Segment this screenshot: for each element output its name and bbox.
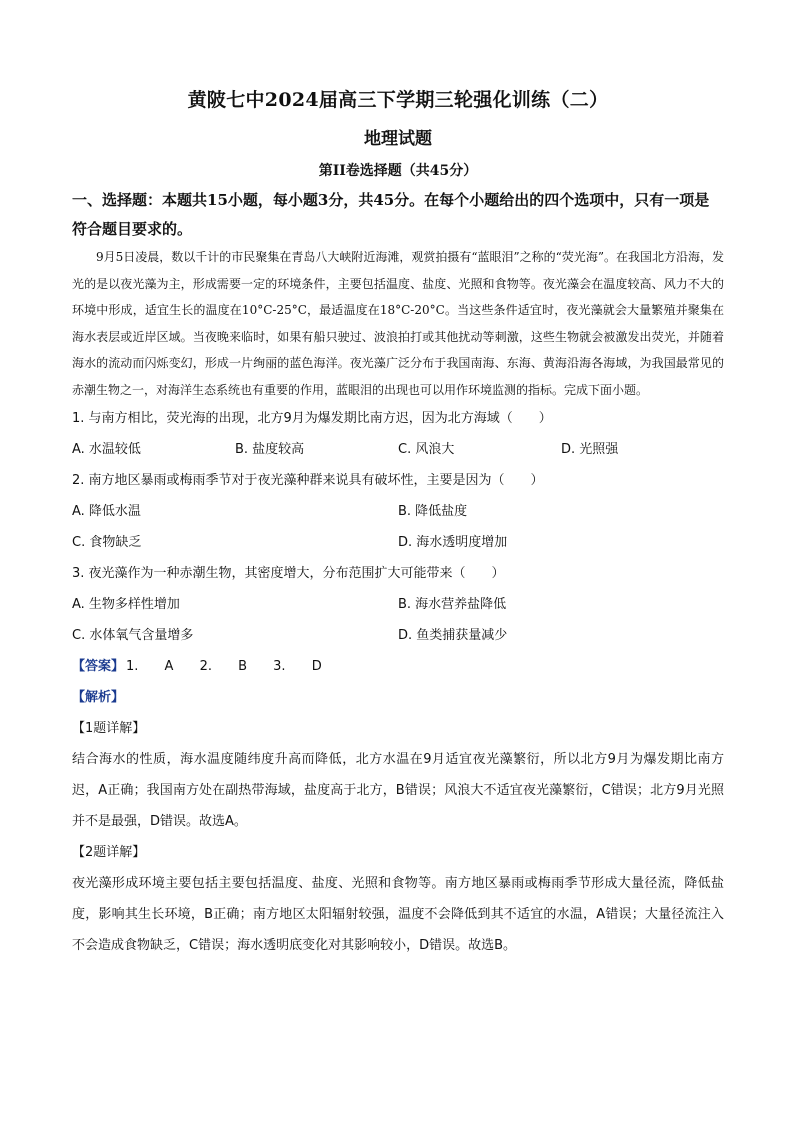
- reading-passage: 9月5日凌晨，数以千计的市民聚集在青岛八大峡附近海滩，观赏拍摄有“蓝眼泪”之称的“荧光海”。在我国北方沿海，发光的是以夜光藻为主，形成需要一定的环境条件，主要包括温度、盐度、光照和食物等。夜光藻会在温度较高、风力不大的环境中形成，适宜生长的温度在10°C-25°C，最适温度在18°C-20°C。当这些条件适宜时，夜光藻就会大量繁殖并聚集在海水表层或近岸区域。当夜晚来临时，如果有船只驶过、波浪拍打或其他扰动等刺激，这些生物就会被激发出荧光，并随着海水的流动而闪烁变幻，形成一片绚丽的蓝色海洋。夜光藻广泛分布于我国南海、东海、黄海沿海各海域，为我国最常见的赤潮生物之一，对海洋生态系统也有重要的作用，蓝眼泪的出现也可以用作环境监测的指标。完成下面小题。: [72, 250, 724, 397]
- option-a: A. 降低水温: [72, 504, 141, 519]
- question-stem: 1. 与南方相比，荧光海的出现，北方9月为爆发期比南方迟，因为北方海域（ ）: [72, 411, 552, 426]
- detail-text: 夜光藻形成环境主要包括主要包括温度、盐度、光照和食物等。南方地区暴雨或梅雨季节形成大量径流，降低盐度，影响其生长环境，B正确；南方地区太阳辐射较强，温度不会降低到其不适宜的水温，A错误；大量径流注入不会造成食物缺乏，C错误；海水透明底变化对其影响较小，D错误。故选B。: [72, 876, 724, 953]
- option-d: D. 光照强: [561, 442, 619, 457]
- option-list: [72, 527, 724, 558]
- answer-line: [72, 651, 724, 682]
- question-3: [72, 558, 724, 651]
- detail-1: [72, 713, 724, 837]
- question-1: [72, 403, 724, 465]
- document-page: [72, 88, 724, 961]
- answer-values: 1. A 2. B 3. D: [126, 659, 322, 674]
- option-c: C. 食物缺乏: [72, 535, 142, 550]
- option-a: A. 水温较低: [72, 442, 141, 457]
- option-list: [72, 589, 724, 620]
- analysis-tag: 【解析】: [72, 690, 125, 705]
- option-a: A. 生物多样性增加: [72, 597, 180, 612]
- question-2: [72, 465, 724, 558]
- option-b: B. 海水营养盐降低: [398, 597, 507, 612]
- detail-2: [72, 837, 724, 961]
- section-heading: 第II卷选择题（共45分）: [318, 163, 478, 179]
- option-b: B. 盐度较高: [235, 442, 305, 457]
- instructions: 一、选择题：本题共15小题，每小题3分，共45分。在每个小题给出的四个选项中，只有一项是符合题目要求的。: [72, 191, 710, 238]
- detail-heading: 【1题详解】: [72, 721, 146, 736]
- option-list: [72, 496, 724, 527]
- question-stem: 2. 南方地区暴雨或梅雨季节对于夜光藻种群来说具有破坏性，主要是因为（ ）: [72, 473, 544, 488]
- option-list: [72, 434, 724, 465]
- option-d: D. 海水透明度增加: [398, 535, 508, 550]
- option-c: C. 水体氧气含量增多: [72, 628, 194, 643]
- exam-subject: 地理试题: [364, 129, 432, 149]
- option-c: C. 风浪大: [398, 442, 455, 457]
- option-list: [72, 620, 724, 651]
- option-b: B. 降低盐度: [398, 504, 468, 519]
- detail-text: 结合海水的性质，海水温度随纬度升高而降低，北方水温在9月适宜夜光藻繁衍，所以北方9月为爆发期比南方迟，A正确；我国南方处在副热带海域，盐度高于北方，B错误；风浪大不适宜夜光藻繁衍，C错误；北方9月光照并不是最强，D错误。故选A。: [72, 752, 724, 829]
- exam-title: 黄陂七中2024届高三下学期三轮强化训练（二）: [187, 89, 609, 111]
- answer-tag: 【答案】: [72, 659, 125, 674]
- detail-heading: 【2题详解】: [72, 845, 146, 860]
- option-d: D. 鱼类捕获量减少: [398, 628, 508, 643]
- question-stem: 3. 夜光藻作为一种赤潮生物，其密度增大，分布范围扩大可能带来（ ）: [72, 566, 505, 581]
